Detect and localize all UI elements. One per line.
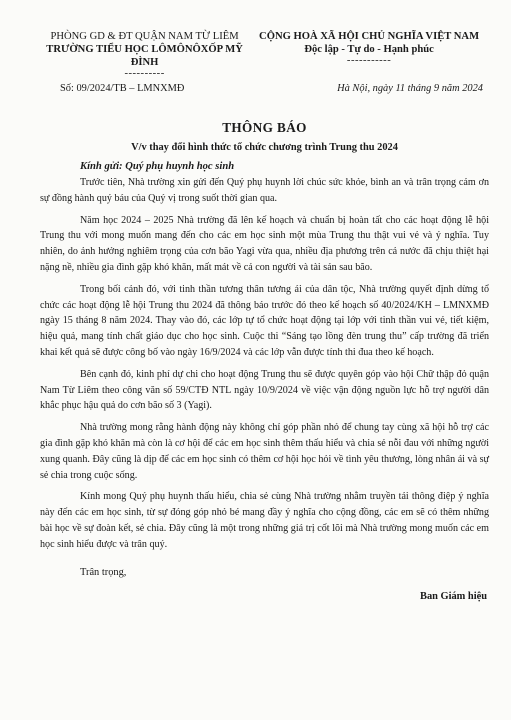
motto-line: Độc lập - Tự do - Hạnh phúc: [304, 44, 434, 55]
reference-number: Số: 09/2024/TB – LMNXMĐ: [60, 83, 185, 94]
issuing-authority: [40, 30, 249, 79]
paragraph: Trong bối cảnh đó, với tinh thần tương thân tương ái của dân tộc, Nhà trường quyết định dừng tổ chức các hoạt động lễ hội Trung thu 2024 đã thông báo trước đó theo kế hoạch số 40/2024/KH – LMNXMĐ ngày 15 tháng 8 năm 2024. Thay vào đó, các lớp tự tổ chức hoạt động tại lớp với tinh thần vui vẻ, tiết kiệm, hiệu quả, mang tính chất giáo dục cho học sinh. Cuộc thi “Sáng tạo lồng đèn trung thu” cấp trường đã triển khai kết quả sẽ được công bố vào ngày 16/9/2024 và các lớp vẫn được tính thi đua theo kế hoạch.: [40, 283, 489, 358]
right-divider: -----------: [346, 55, 392, 66]
department-name: PHÒNG GD & ĐT QUẬN NAM TỪ LIÊM: [50, 31, 239, 42]
place-date: Hà Nội, ngày 11 tháng 9 năm 2024: [337, 83, 483, 94]
greeting: Kính gửi: Quý phụ huynh học sinh: [80, 161, 235, 172]
paragraph: Bên cạnh đó, kinh phí dự chi cho hoạt động Trung thu sẽ được quyên góp vào hội Chữ thập đỏ quận Nam Từ Liêm theo công văn số 59/CTĐ NTL ngày 10/9/2024 về việc vận động nguồn lực hỗ trợ người dân khắc phục hậu quả do cơn bão số 3 (Yagi).: [40, 368, 489, 412]
paragraph: Năm học 2024 – 2025 Nhà trường đã lên kế hoạch và chuẩn bị hoàn tất cho các hoạt động lễ hội Trung thu với mong muốn mang đến cho các em học sinh một mùa Trung thu thật vui vẻ và ý nghĩa. Tuy nhiên, do ảnh hưởng nghiêm trọng của cơn bão Yagi vừa qua, nhiều địa phương trên cả nước đã chịu thiệt hại nặng nề, nhiều gia đình gặp khó khăn, mất mát về cả con người và tài sản sau bão.: [40, 214, 489, 273]
paragraph: Nhà trường mong rằng hành động này không chỉ góp phần nhỏ để chung tay cùng xã hội hỗ trợ các gia đình gặp khó khăn mà còn là cơ hội để các em học sinh thêm thấu hiểu và chia sẻ nỗi đau với những người xung quanh. Đây cũng là dịp để các em học sinh có thêm cơ hội học hỏi về tình yêu thương, lòng nhân ái và sự sẻ chia trong cuộc sống.: [40, 422, 489, 481]
signature-block: Ban Giám hiệu: [420, 590, 487, 602]
document-subtitle: V/v thay đổi hình thức tổ chức chương trình Trung thu 2024: [131, 142, 398, 153]
school-name: TRƯỜNG TIỂU HỌC LÔMÔNÔXỐP MỸ ĐÌNH: [46, 44, 243, 68]
reference-row: [40, 83, 489, 94]
left-divider: ----------: [124, 68, 165, 79]
closing-line: Trân trọng,: [80, 566, 127, 578]
national-motto: [249, 30, 489, 66]
document-title: THÔNG BÁO: [222, 120, 307, 135]
document-header: [40, 30, 489, 79]
paragraph: Kính mong Quý phụ huynh thấu hiểu, chia sẻ cùng Nhà trường nhằm truyền tải thông điệp ý nghĩa này đến các em học sinh, từ sự đóng góp nhỏ bé mang đầy ý nghĩa cho cộng đồng, các em sẽ có thêm những bài học về sự đoàn kết, sẻ chia. Đây cũng là một trong những giá trị cốt lõi mà Nhà trường mong muốn các em học sinh hiểu được và trân quý.: [40, 491, 489, 550]
document-body: [40, 175, 489, 553]
paragraph: Trước tiên, Nhà trường xin gửi đến Quý phụ huynh lời chúc sức khỏe, bình an và trân trọng cảm ơn sự đồng hành quý báu của Quý vị trong suốt thời gian qua.: [40, 177, 489, 204]
country-name: CỘNG HOÀ XÃ HỘI CHỦ NGHĨA VIỆT NAM: [259, 31, 480, 42]
